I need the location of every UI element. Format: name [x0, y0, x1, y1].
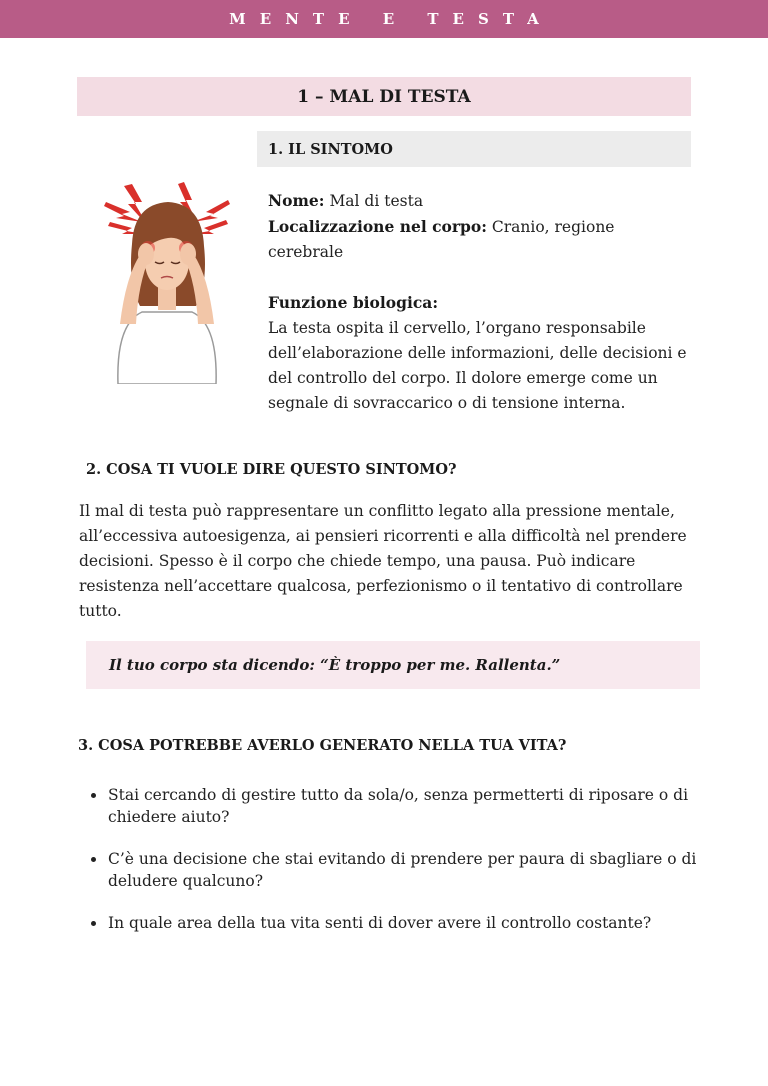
section-2-body: Il mal di testa può rappresentare un conflitto legato alla pressione mentale, all’eccessiva autoesigenza, ai pensieri ricorrenti e alla difficoltà nel prendere decisioni. Spesso è il corpo che chiede tempo, una pausa. Può indicare resistenza nell’accettare qualcosa, perfezionismo o il tentativo di controllare tutto. — [79, 502, 687, 620]
section-2-heading: 2. COSA TI VUOLE DIRE QUESTO SINTOMO? — [86, 461, 457, 478]
header-band — [0, 0, 768, 38]
list-item: Stai cercando di gestire tutto da sola/o, senza permetterti di riposare o di chiedere aiuto? — [86, 784, 698, 828]
name-label: Nome: — [268, 191, 325, 210]
name-value: Mal di testa — [329, 192, 424, 210]
location-line — [268, 214, 688, 265]
quote-text: Il tuo corpo sta dicendo: “È troppo per me. Rallenta.” — [109, 656, 561, 674]
chapter-bar — [77, 77, 691, 116]
section-1-heading: 1. IL SINTOMO — [268, 140, 393, 158]
section-3-heading: 3. COSA POTREBBE AVERLO GENERATO NELLA TUA VITA? — [78, 737, 567, 754]
location-value: Cranio, regione cerebrale — [268, 218, 615, 261]
brand-title: MENTE E TESTA — [229, 10, 553, 28]
function-text: La testa ospita il cervello, l’organo responsabile dell’elaborazione delle informazioni, delle decisioni e del controllo del corpo. Il dolore emerge come un segnale di sovraccarico o di tensione interna. — [268, 319, 687, 412]
section-1-bar — [257, 131, 691, 167]
question-list — [86, 784, 698, 954]
woman-headache-icon — [92, 174, 242, 384]
quote-box — [86, 641, 700, 689]
list-item: In quale area della tua vita senti di dover avere il controllo costante? — [86, 912, 698, 934]
list-item: C’è una decisione che stai evitando di prendere per paura di sbagliare o di deludere qualcuno? — [86, 848, 698, 892]
location-label: Localizzazione nel corpo: — [268, 217, 487, 236]
name-line — [268, 188, 688, 214]
function-label-line — [268, 290, 688, 316]
chapter-title: 1 – MAL DI TESTA — [297, 86, 471, 107]
function-label: Funzione biologica: — [268, 293, 439, 312]
symptom-info — [268, 188, 688, 416]
